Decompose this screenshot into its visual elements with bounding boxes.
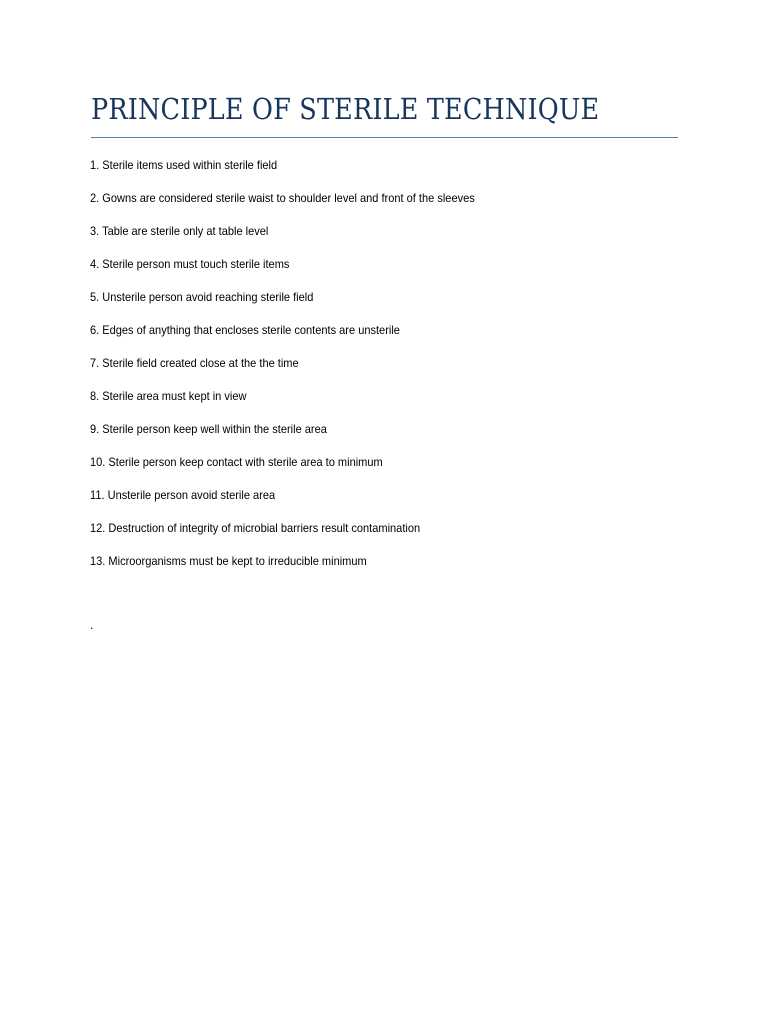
title-underline (91, 137, 678, 138)
list-item: 5. Unsterile person avoid reaching sterile field (90, 290, 314, 304)
list-item: 11. Unsterile person avoid sterile area (90, 488, 276, 502)
list-item: 12. Destruction of integrity of microbial barriers result contamination (90, 521, 421, 535)
list-item: 10. Sterile person keep contact with sterile area to minimum (90, 455, 383, 469)
principles-list (90, 158, 508, 587)
list-item: 1. Sterile items used within sterile field (90, 158, 278, 172)
list-item: 13. Microorganisms must be kept to irreducible minimum (90, 554, 367, 568)
list-item: 8. Sterile area must kept in view (90, 389, 247, 403)
list-item: 2. Gowns are considered sterile waist to shoulder level and front of the sleeves (90, 191, 475, 205)
list-item: 4. Sterile person must touch sterile items (90, 257, 290, 271)
trailing-period: . (90, 618, 94, 632)
list-item: 6. Edges of anything that encloses sterile contents are unsterile (90, 323, 400, 337)
list-item: 3. Table are sterile only at table level (90, 224, 269, 238)
list-item: 9. Sterile person keep well within the sterile area (90, 422, 327, 436)
page-title: PRINCIPLE OF STERILE TECHNIQUE (91, 92, 600, 126)
list-item: 7. Sterile field created close at the the time (90, 356, 299, 370)
